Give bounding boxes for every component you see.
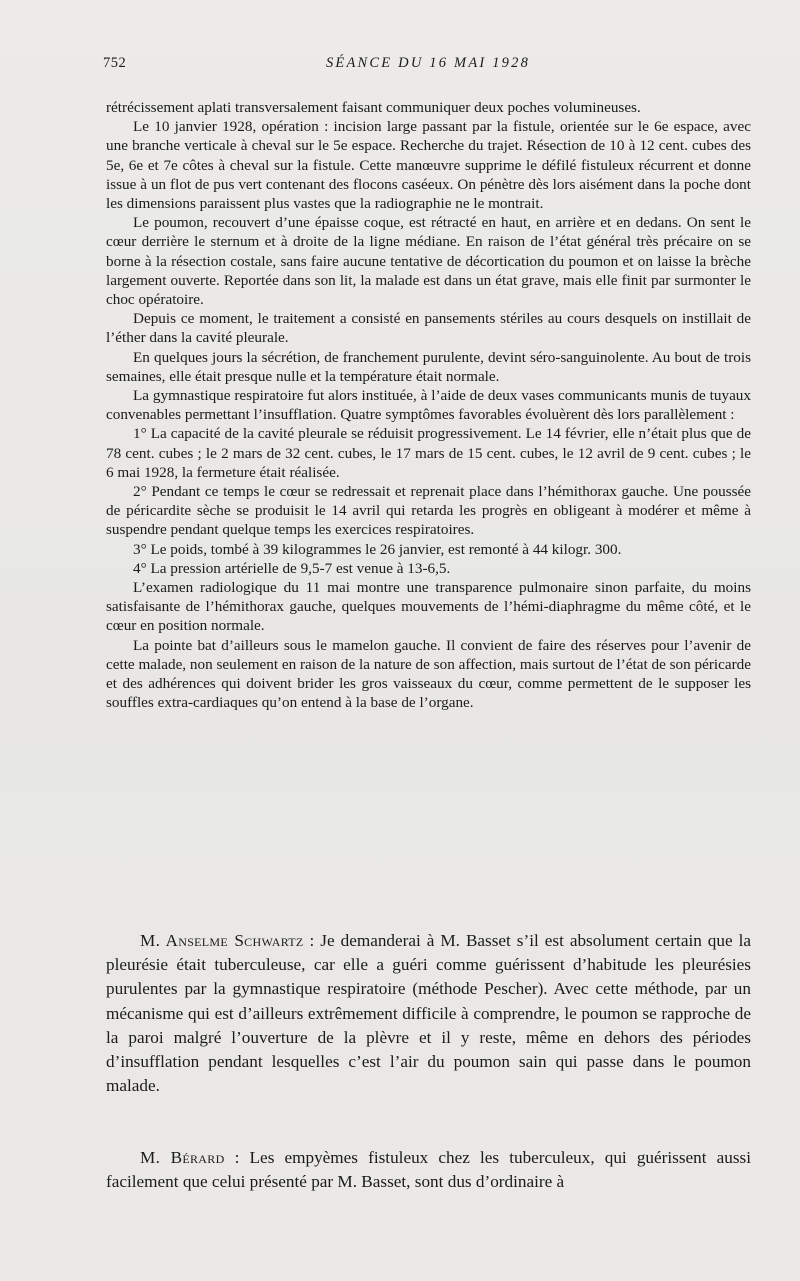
paragraph: La gymnastique respiratoire fut alors instituée, à l’aide de deux vases communicants munis de tuyaux convenables permettant l’insufflation. Quatre symptômes favorables évoluèrent dès lors parallèlement : (106, 387, 751, 424)
discussion-schwartz (106, 929, 751, 1098)
discussion-paragraph (106, 1146, 751, 1194)
paragraph: En quelques jours la sécrétion, de franchement purulente, devint séro-sanguinolente. Au bout de trois semaines, elle était presque nulle et la température était normale. (106, 348, 751, 385)
paragraph: 4° La pression artérielle de 9,5-7 est venue à 13-6,5. (133, 559, 451, 577)
speaker-name: M. Bérard (140, 1148, 225, 1167)
paragraph: Depuis ce moment, le traitement a consisté en pansements stériles au cours desquels on instillait de l’éther dans la cavité pleurale. (106, 310, 751, 347)
paragraph: L’examen radiologique du 11 mai montre une transparence pulmonaire sinon parfaite, du moins satisfaisante de l’hémithorax gauche, quelques mouvements de l’hémi-diaphragme du même côté, et le cœur en position normale. (106, 579, 751, 635)
paragraph: Le poumon, recouvert d’une épaisse coque, est rétracté en haut, en arrière et en dedans. On sent le cœur derrière le sternum et à droite de la ligne médiane. En raison de l’état général très précaire on se borne à la résection costale, sans faire aucune tentative de décortication du poumon et on laisse la brèche largement ouverte. Reportée dans son lit, la malade est dans un état grave, mais elle finit par surmonter le choc opératoire. (106, 214, 751, 309)
paragraph: rétrécissement aplati transversalement faisant communiquer deux poches volumineuses. (106, 99, 641, 116)
discussion-text: : Je demanderai à M. Basset s’il est absolument certain que la pleurésie était tuberculeuse, car elle a guéri comme guérissent d’habitude les pleurésies purulentes par la gymnastique respiratoire (méthode Pescher). Avec cette méthode, par un mécanisme qui est d’ailleurs extrêmement difficile à comprendre, le poumon se rapproche de la paroi malgré l’ouverture de la plèvre et il y reste, même en dehors des périodes d’insufflation pendant lesquelles c’est l’air du poumon sain qui passe dans le poumon malade. (106, 931, 752, 1096)
discussion-paragraph (106, 929, 751, 1098)
case-report-text (106, 98, 751, 713)
page-header (103, 55, 753, 79)
running-title: SÉANCE DU 16 MAI 1928 (325, 55, 531, 71)
page-number: 752 (103, 55, 127, 71)
paragraph: Le 10 janvier 1928, opération : incision large passant par la fistule, orientée sur le 6e espace, avec une branche verticale à cheval sur le 5e espace. Recherche du trajet. Résection de 10 à 12 cent. cubes des 5e, 6e et 7e côtes à cheval sur la fistule. Cette manœuvre supprime le défilé fistuleux récurrent et donne issue à un flot de pus vert contenant des flocons caséeux. On pénètre dès lors aisément dans la poche dont les dimensions paraissent plus vastes que la radiographie ne le montrait. (106, 118, 751, 213)
paragraph: 3° Le poids, tombé à 39 kilogrammes le 26 janvier, est remonté à 44 kilogr. 300. (133, 540, 622, 558)
speaker-name: M. Anselme Schwartz (140, 931, 304, 950)
paragraph: La pointe bat d’ailleurs sous le mamelon gauche. Il convient de faire des réserves pour l’avenir de cette malade, non seulement en raison de la nature de son affection, mais surtout de l’état de son péricarde et des adhérences qui doivent brider les gros vaisseaux du cœur, comme permettent de le supposer les souffles extra-cardiaques qu’on entend à la base de l’organe. (106, 636, 751, 712)
paragraph: 2° Pendant ce temps le cœur se redressait et reprenait place dans l’hémithorax gauche. Une poussée de péricardite sèche se produisit le 14 avril qui retarda les progrès en obligeant à modérer et même à suspendre pendant quelque temps les exercices respiratoires. (106, 483, 751, 539)
discussion-text: : Les empyèmes fistuleux chez les tuberculeux, qui guérissent aussi facilement que celui présenté par M. Basset, sont dus d’ordinaire à (106, 1148, 752, 1192)
paragraph: 1° La capacité de la cavité pleurale se réduisit progressivement. Le 14 février, elle n’était plus que de 78 cent. cubes ; le 2 mars de 32 cent. cubes, le 17 mars de 15 cent. cubes, le 12 avril de 9 cent. cubes ; le 6 mai 1928, la fermeture était réalisée. (106, 425, 751, 481)
discussion-berard (106, 1146, 751, 1194)
